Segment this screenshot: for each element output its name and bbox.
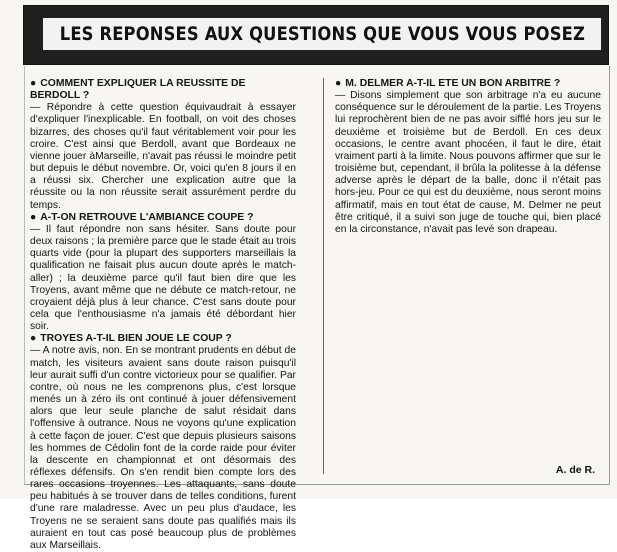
title-frame xyxy=(42,17,602,51)
article-body xyxy=(24,66,610,551)
author-signature: A. de R. xyxy=(555,464,595,476)
qa-section xyxy=(30,78,296,212)
bullet-icon: ● xyxy=(30,333,37,345)
title-banner xyxy=(24,6,608,64)
column-left xyxy=(30,78,296,552)
qa-section xyxy=(30,212,296,334)
bullet-icon: ● xyxy=(335,78,342,89)
question-heading: ● COMMENT EXPLIQUER LA REUSSITE DE BERDOLL ? xyxy=(30,78,246,102)
column-right xyxy=(335,78,601,236)
question-heading: ● A-T-ON RETROUVE L'AMBIANCE COUPE ? xyxy=(30,211,254,223)
question-heading: ● M. DELMER A-T-IL ETE UN BON ARBITRE ? xyxy=(335,78,561,89)
answer-text: — A notre avis, non. En se montrant prudents en début de match, les visiteurs avaient sans doute raison puisqu'il leur aurait suffi d'un contre victorieux pour se qualifier. Par contre, où nous ne les comprenons plus, c'est lorsque menés un à zéro ils ont continué à jouer défensivement alors que leur seule planche de salut résidait dans l'offensive à outrance. Nous ne voyons qu'une explication à cette façon de jouer. C'est que depuis plusieurs saisons les hommes de Cédolin font de la corde raide pour éviter la descente en championnat et ont désormais des réflexes défensifs. On s'en rendit bien compte lors des rares occasions troyennes. Les attaquants, sans doute peu habitués à se trouver dans de telles conditions, furent d'une rare maladresse. Avec un peu plus d'audace, les Troyens ne se seraient sans doute pas qualifiés mais ils auraient en tout cas posé beaucoup plus de problèmes aux Marseillais. xyxy=(30,345,296,551)
answer-text: — Il faut répondre non sans hésiter. Sans doute pour deux raisons ; la première parce que le stade était au trois quarts vide (pour la plupart des supporters marseillais la qualification ne faisait plus aucun doute après le match-aller) ; la deuxième parce qu'il faut bien dire que les Troyens, avant même que ne débute ce match-retour, ne croyaient déjà plus à leur chance. C'est sans doute pour cela que l'enthousiasme n'a jamais été débordant hier soir. xyxy=(30,223,296,333)
article-title: LES REPONSES AUX QUESTIONS QUE VOUS VOUS POSEZ xyxy=(59,23,585,45)
answer-text: — Répondre à cette question équivaudrait à essayer d'expliquer l'inexplicable. En football, on voit des choses bizarres, des choses qu'il faut véritablement voir pour les croire. C'est ainsi que Berdoll, avant que Bordeaux ne vienne jouer àMarseille, n'avait pas réussi le moindre petit but depuis le début novembre. Or, voici qu'en 8 jours il en a réussi six. Chercher une explication autre que la réussite ou la non réussite serait assurément perdre du temps. xyxy=(30,102,296,211)
bullet-icon: ● xyxy=(30,78,37,89)
question-heading: ● TROYES A-T-IL BIEN JOUE LE COUP ? xyxy=(30,333,232,345)
qa-section xyxy=(335,78,601,236)
column-divider xyxy=(323,78,324,474)
answer-text: — Disons simplement que son arbitrage n'a eu aucune conséquence sur le déroulement de la partie. Les Troyens lui reprochèrent bien de ne pas avoir sifflé hors jeu sur le deuxième et troisième but de Berdoll. En ces deux occasions, le centre avant phocéen, il faut le dire, était vraiment parti à la limite. Nous pouvons affirmer que sur le troisième but, cependant, il brûla la politesse à la défense adverse après le départ de la balle, donc il n'était pas hors-jeu. Pour ce qui est du deuxième, nous seront moins affirmatif, mais en tout état de cause, M. Delmer ne peut être critiqué, il a suivi son juge de touche qui, bien placé en la circonstance, n'avait pas levé son drapeau. xyxy=(335,90,601,235)
qa-section xyxy=(30,333,296,552)
bullet-icon: ● xyxy=(30,211,37,223)
